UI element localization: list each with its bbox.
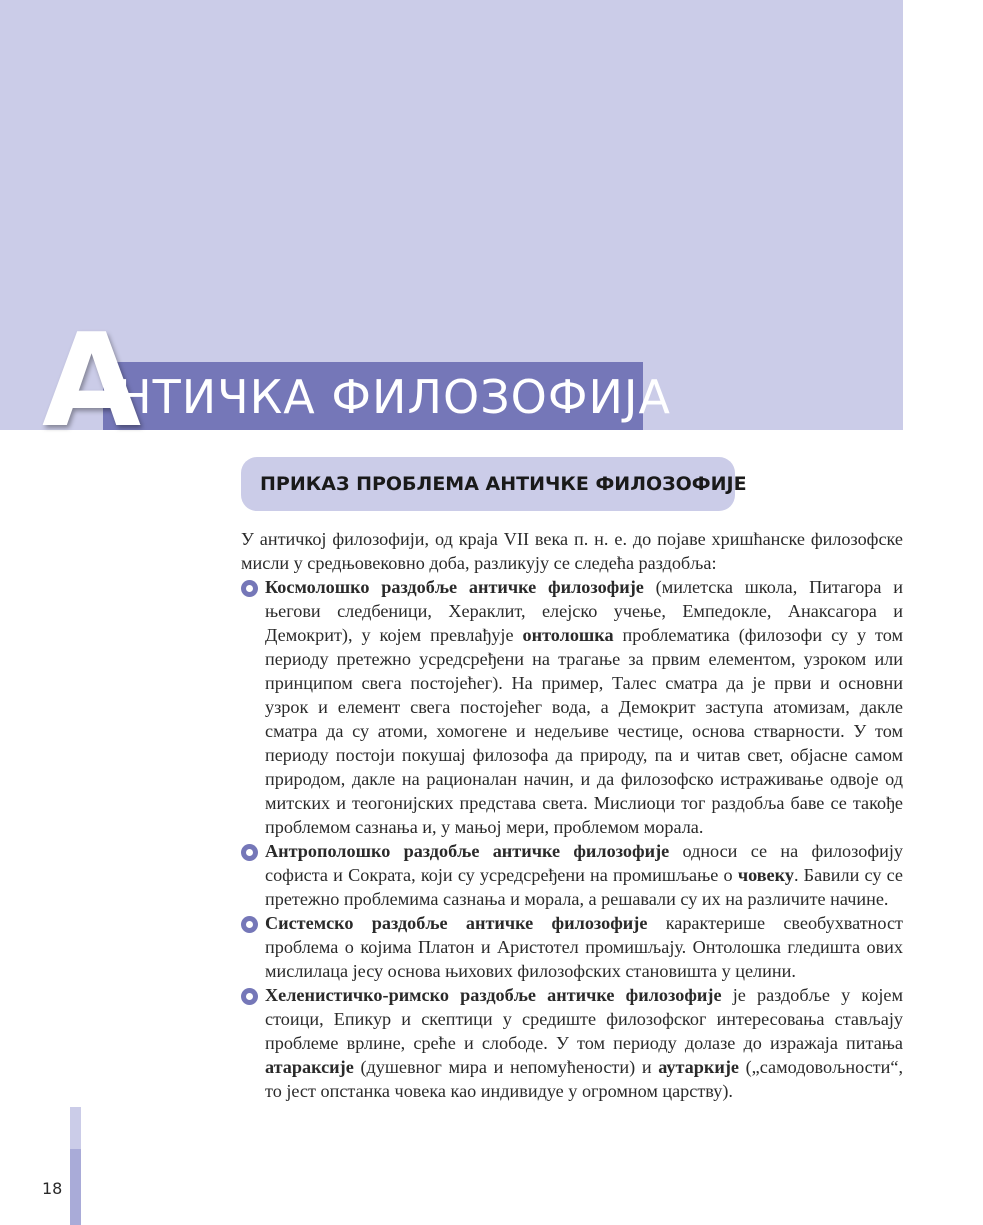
side-bar-dark <box>70 1149 81 1225</box>
bullet-icon <box>241 844 258 861</box>
list-item-text: . Бавили су се претежно проблемима сазнања и морала, а решавали су их на различите начине. <box>265 865 903 909</box>
bullet-icon <box>241 916 258 933</box>
term-anthropological: Антрополошко раздобље античке филозофије <box>265 841 670 861</box>
list-item-anthropological <box>241 839 903 911</box>
list-item-text: (милетска школа, Питагора и његови следбеници, Хераклит, елејско учење, Емпедокле, Анаксагора и Демокрит), у којем превлађује <box>265 577 903 645</box>
page-number: 18 <box>42 1179 63 1198</box>
term-hellenistic: Хеленистичко-римско раздобље античке филозофије <box>265 985 722 1005</box>
chapter-title: НТИЧКА ФИЛОЗОФИЈА <box>117 370 671 424</box>
term-systemic: Системско раздобље античке филозофије <box>265 913 648 933</box>
list-item-hellenistic <box>241 983 903 1103</box>
list-item-cosmological <box>241 575 903 839</box>
list-item-text: проблематика (филозофи су у том периоду претежно усредсређени на трагање за првим елементом, узроком или принципом свега постојећег). На пример, Талес сматра да је први и основни узрок и елемент свега постојећег вода, а Демокрит заступа атомизам, дакле сматра да су атоми, хомогене и недељиве честице, основа стварности. У том периоду постоји покушај филозофа да природу, па и читав свет, објасне самом природом, дакле на рационалан начин, и да филозофско истраживање одвоје од митских и теогонијских представа света. Мислиоци тог раздобља баве се такође проблемом сазнања и, у мањој мери, проблемом морала. <box>265 625 903 837</box>
chapter-title-initial: А <box>42 307 142 456</box>
list-item-text: карактерише свеобухватност проблема о којима Платон и Аристотел промишљају. Онтолошка гледишта ових мислилаца јесу основа њихових филозофских становишта у целини. <box>265 913 903 981</box>
term-autarky: аутаркије <box>658 1057 739 1077</box>
list-item-text: је раздобље у којем стоици, Епикур и скептици у средиште филозофског интересовања стављају проблеме врлине, среће и слободе. У том периоду долазе до изражаја питања <box>265 985 903 1053</box>
section-heading: ПРИКАЗ ПРОБЛЕМА АНТИЧКЕ ФИЛОЗОФИЈЕ <box>241 457 735 511</box>
side-bar-light <box>70 1107 81 1149</box>
main-text <box>241 527 903 1103</box>
term-cosmological: Космолошко раздобље античке филозофије <box>265 577 644 597</box>
period-list <box>241 575 903 1103</box>
list-item-text: (душевног мира и непомућености) и <box>353 1057 659 1077</box>
bullet-icon <box>241 580 258 597</box>
intro-paragraph: У античкој филозофији, од краја VII века п. н. е. до појаве хришћанске филозофске мисли у средњовековно доба, разликују се следећа раздобља: <box>241 529 903 573</box>
term-human: човеку <box>737 865 794 885</box>
term-ataraxia: атараксије <box>265 1057 354 1077</box>
term-ontological: онтолошка <box>522 625 614 645</box>
bullet-icon <box>241 988 258 1005</box>
list-item-text: односи се на филозофију софиста и Сократа, који су усредсређени на промишљање о <box>265 841 903 885</box>
list-item-text: („самодовољности“, то јест опстанка човека као индивидуе у огромном царству). <box>265 1057 903 1101</box>
list-item-systemic <box>241 911 903 983</box>
